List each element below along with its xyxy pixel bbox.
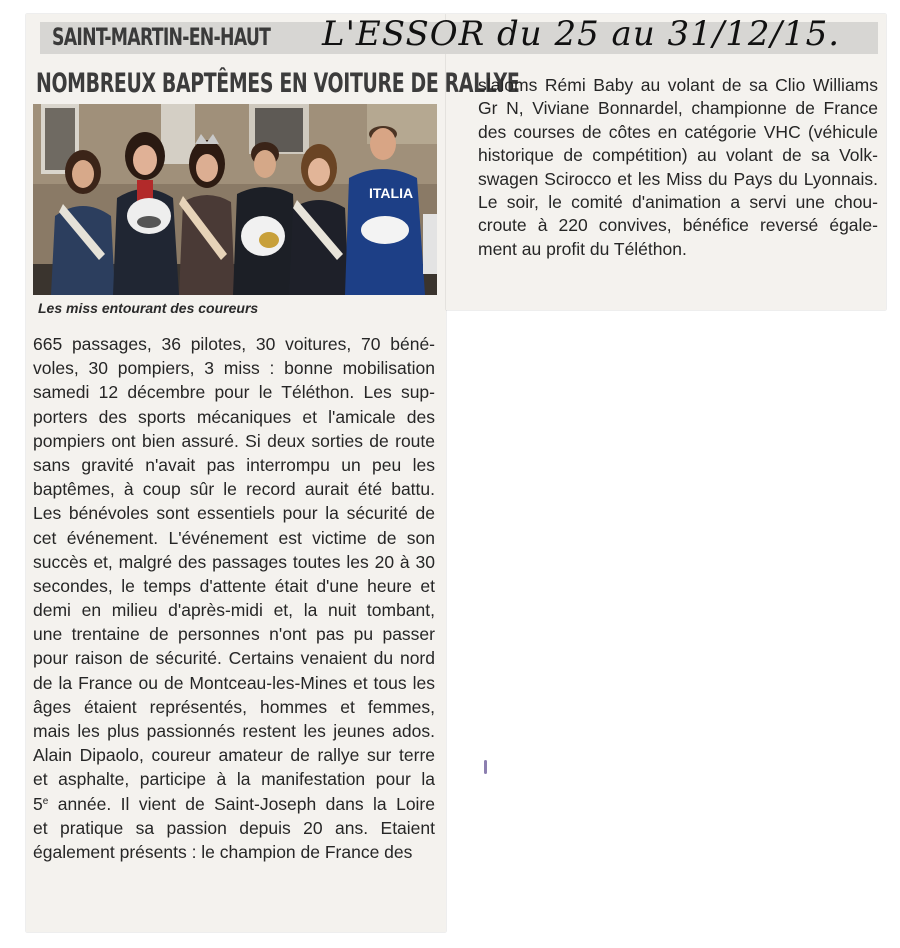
text-line: ment au profit du Téléthon. [478,238,687,259]
article-body-right-column [478,74,878,261]
text-line: pompiers ont bien assuré. Si deux sorties de route [33,430,435,451]
text-line: mais les plus passionnés restent les jeunes ados. [33,721,435,741]
text-line: baptêmes, à coup sûr le record aurait été battu. [33,479,435,500]
text-line: secondes, le temps d'attente était d'une heure et [33,575,435,596]
text-line: voles, 30 pompiers, 3 miss : bonne mobilisation [33,358,435,379]
text-line: croute à 220 convives, bénéfice reversé égale- [478,215,878,236]
photo-jacket-text: ITALIA [369,185,414,201]
ordinal-line-rest: année. Il vient de Saint-Joseph dans la Loire [48,793,435,814]
handwritten-date-note: L'ESSOR du 25 au 31/12/15. [322,14,841,54]
text-line: Le soir, le comité d'animation a servi une chou- [478,191,878,212]
text-line: historique de compétition) au volant de sa Volk- [478,145,878,166]
text-line: des courses de côtes en catégorie VHC (véhicule [478,121,878,142]
text-line: de la France ou de Montceau-les-Mines et tous les [33,672,435,693]
text-line: également présents : le champion de France des [33,841,413,862]
text-line: 665 passages, 36 pilotes, 30 voitures, 70 béné- [33,334,435,354]
ordinal-suffix: e [42,795,49,807]
photo-caption: Les miss entourant des coureurs [38,300,259,316]
ink-mark [484,760,487,774]
text-line: porters des sports mécaniques et l'amicale des [33,406,435,427]
ordinal-number: 5 [33,793,43,814]
article-body-left-column [33,332,435,864]
text-line: et asphalte, participe à la manifestation pour la [33,769,435,790]
text-line: Alain Dipaolo, coureur amateur de rallye sur terre [33,745,435,766]
text-line-ordinal [33,792,435,816]
section-label: SAINT-MARTIN-EN-HAUT [52,23,271,51]
text-line: âges étaient représentés, hommes et femmes, [33,696,435,717]
text-line: swagen Scirocco et les Miss du Pays du Lyonnais. [478,168,878,189]
text-line: Les bénévoles sont essentiels pour la sécurité de [33,503,435,524]
article-photo [33,104,437,295]
text-line: cet événement. L'événement est victime de son [33,527,435,548]
text-line: slaloms Rémi Baby au volant de sa Clio Williams [478,75,878,95]
article-headline: NOMBREUX BAPTÊMES EN VOITURE DE RALLYE [36,68,520,99]
text-line: pour raison de sécurité. Certains venaient du nord [33,648,435,669]
text-line: une trentaine de personnes n'ont pas pu passer [33,624,435,645]
text-line: et pratique sa passion depuis 20 ans. Etaient [33,817,435,838]
text-line: demi en milieu d'après-midi et, la nuit tombant, [33,600,435,621]
text-line: samedi 12 décembre pour le Téléthon. Les sup- [33,382,435,403]
text-line: Gr N, Viviane Bonnardel, championne de France [478,98,878,119]
text-line: succès et, malgré des passages toutes les 20 à 30 [33,551,435,572]
text-line: sans gravité n'avait pas interrompu un peu les [33,454,435,475]
